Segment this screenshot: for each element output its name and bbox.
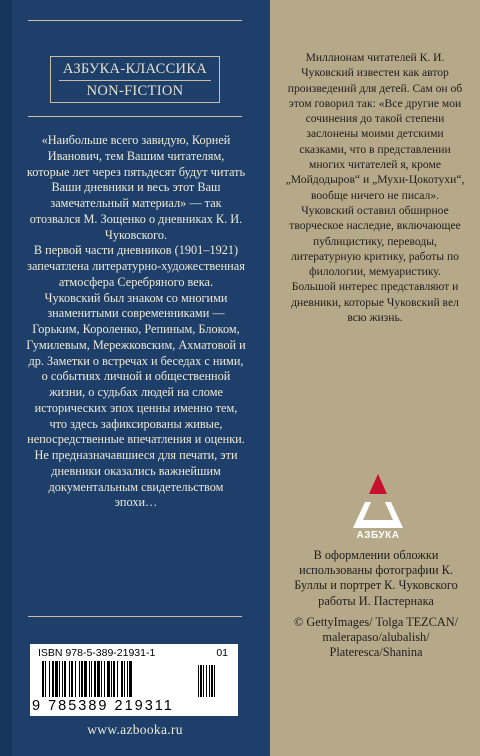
series-label-box: [50, 56, 220, 103]
left-blurb: [26, 133, 246, 511]
publisher-website: www.azbooka.ru: [87, 722, 183, 737]
right-blurb-paragraph: Большой интерес представляют и дневники, которые Чуковский вел всю жизнь.: [291, 280, 459, 325]
isbn-number: ISBN 978-5-389-21931-1: [38, 647, 156, 659]
copyright-text: © GettyImages/ Tolga TEZCAN/ malerapaso/alubalish/ Plateresca/Shanina: [293, 614, 459, 660]
lower-rule: [28, 616, 242, 617]
right-blurb-paragraph: Миллионам читателей К. И. Чуковский известен как автор произведений для детей. Сам он об этом говорил так: «Все другие мои сочинения до такой степени заслонены моими детскими сказками, что в представлении многих читателей я, кроме „Мойдодыров“ и „Мухи-Цокотухи“, вообще ничего не писал».: [285, 51, 465, 202]
credits-text: В оформлении обложки использованы фотографии К. Буллы и портрет К. Чуковского работы И. Пастернака: [294, 548, 458, 608]
left-blurb-paragraph: В первой части дневников (1901–1921) запечатлена литературно-художественная атмосфера Серебряного века.: [27, 243, 245, 289]
left-blurb-paragraph: «Наибольше всего завидую, Корней Иванович, тем Вашим читателям, которые лет через пятьдесят будут читать Ваши дневники и весь этот Ваш замечательный материал» — так отозвался М. Зощенко о дневниках К. И. Чуковского.: [26, 133, 246, 242]
image-credits: [286, 548, 466, 660]
left-blurb-paragraph: Чуковский был знаком со многими знаменитыми современниками — Горьким, Короленко, Репиным, Блоком, Гумилевым, Мережковским, Ахматовой и др. Заметки о встречах и беседах с ними, о событиях личной и общественной жизни, о судьбах людей на сломе исторических эпох ценны именно тем, что здесь зафиксированы живые, непосредственные впечатления и оценки.: [26, 290, 246, 447]
isbn-addon: 01: [216, 647, 228, 659]
ean-digits: 9 785389 219311: [32, 698, 174, 714]
barcode-icon: [38, 661, 230, 699]
right-blurb: [282, 50, 468, 325]
upper-rule: [28, 116, 242, 117]
barcode-box: [30, 644, 238, 716]
right-blurb-paragraph: Чуковский оставил обширное творческое наследие, включающее публицистику, переводы, литературную критику, работы по филологии, мемуаристику.: [289, 203, 461, 279]
publisher-logo-text: АЗБУКА: [356, 530, 400, 541]
series-subtitle: NON-FICTION: [59, 80, 211, 101]
left-blurb-paragraph: Не предназначавшиеся для печати, эти дневники оказались важнейшим документальным свидетельством эпохи…: [34, 448, 238, 510]
top-rule: [28, 20, 242, 21]
spine-edge-strip: [0, 0, 12, 756]
series-title: АЗБУКА-КЛАССИКА: [62, 61, 208, 77]
